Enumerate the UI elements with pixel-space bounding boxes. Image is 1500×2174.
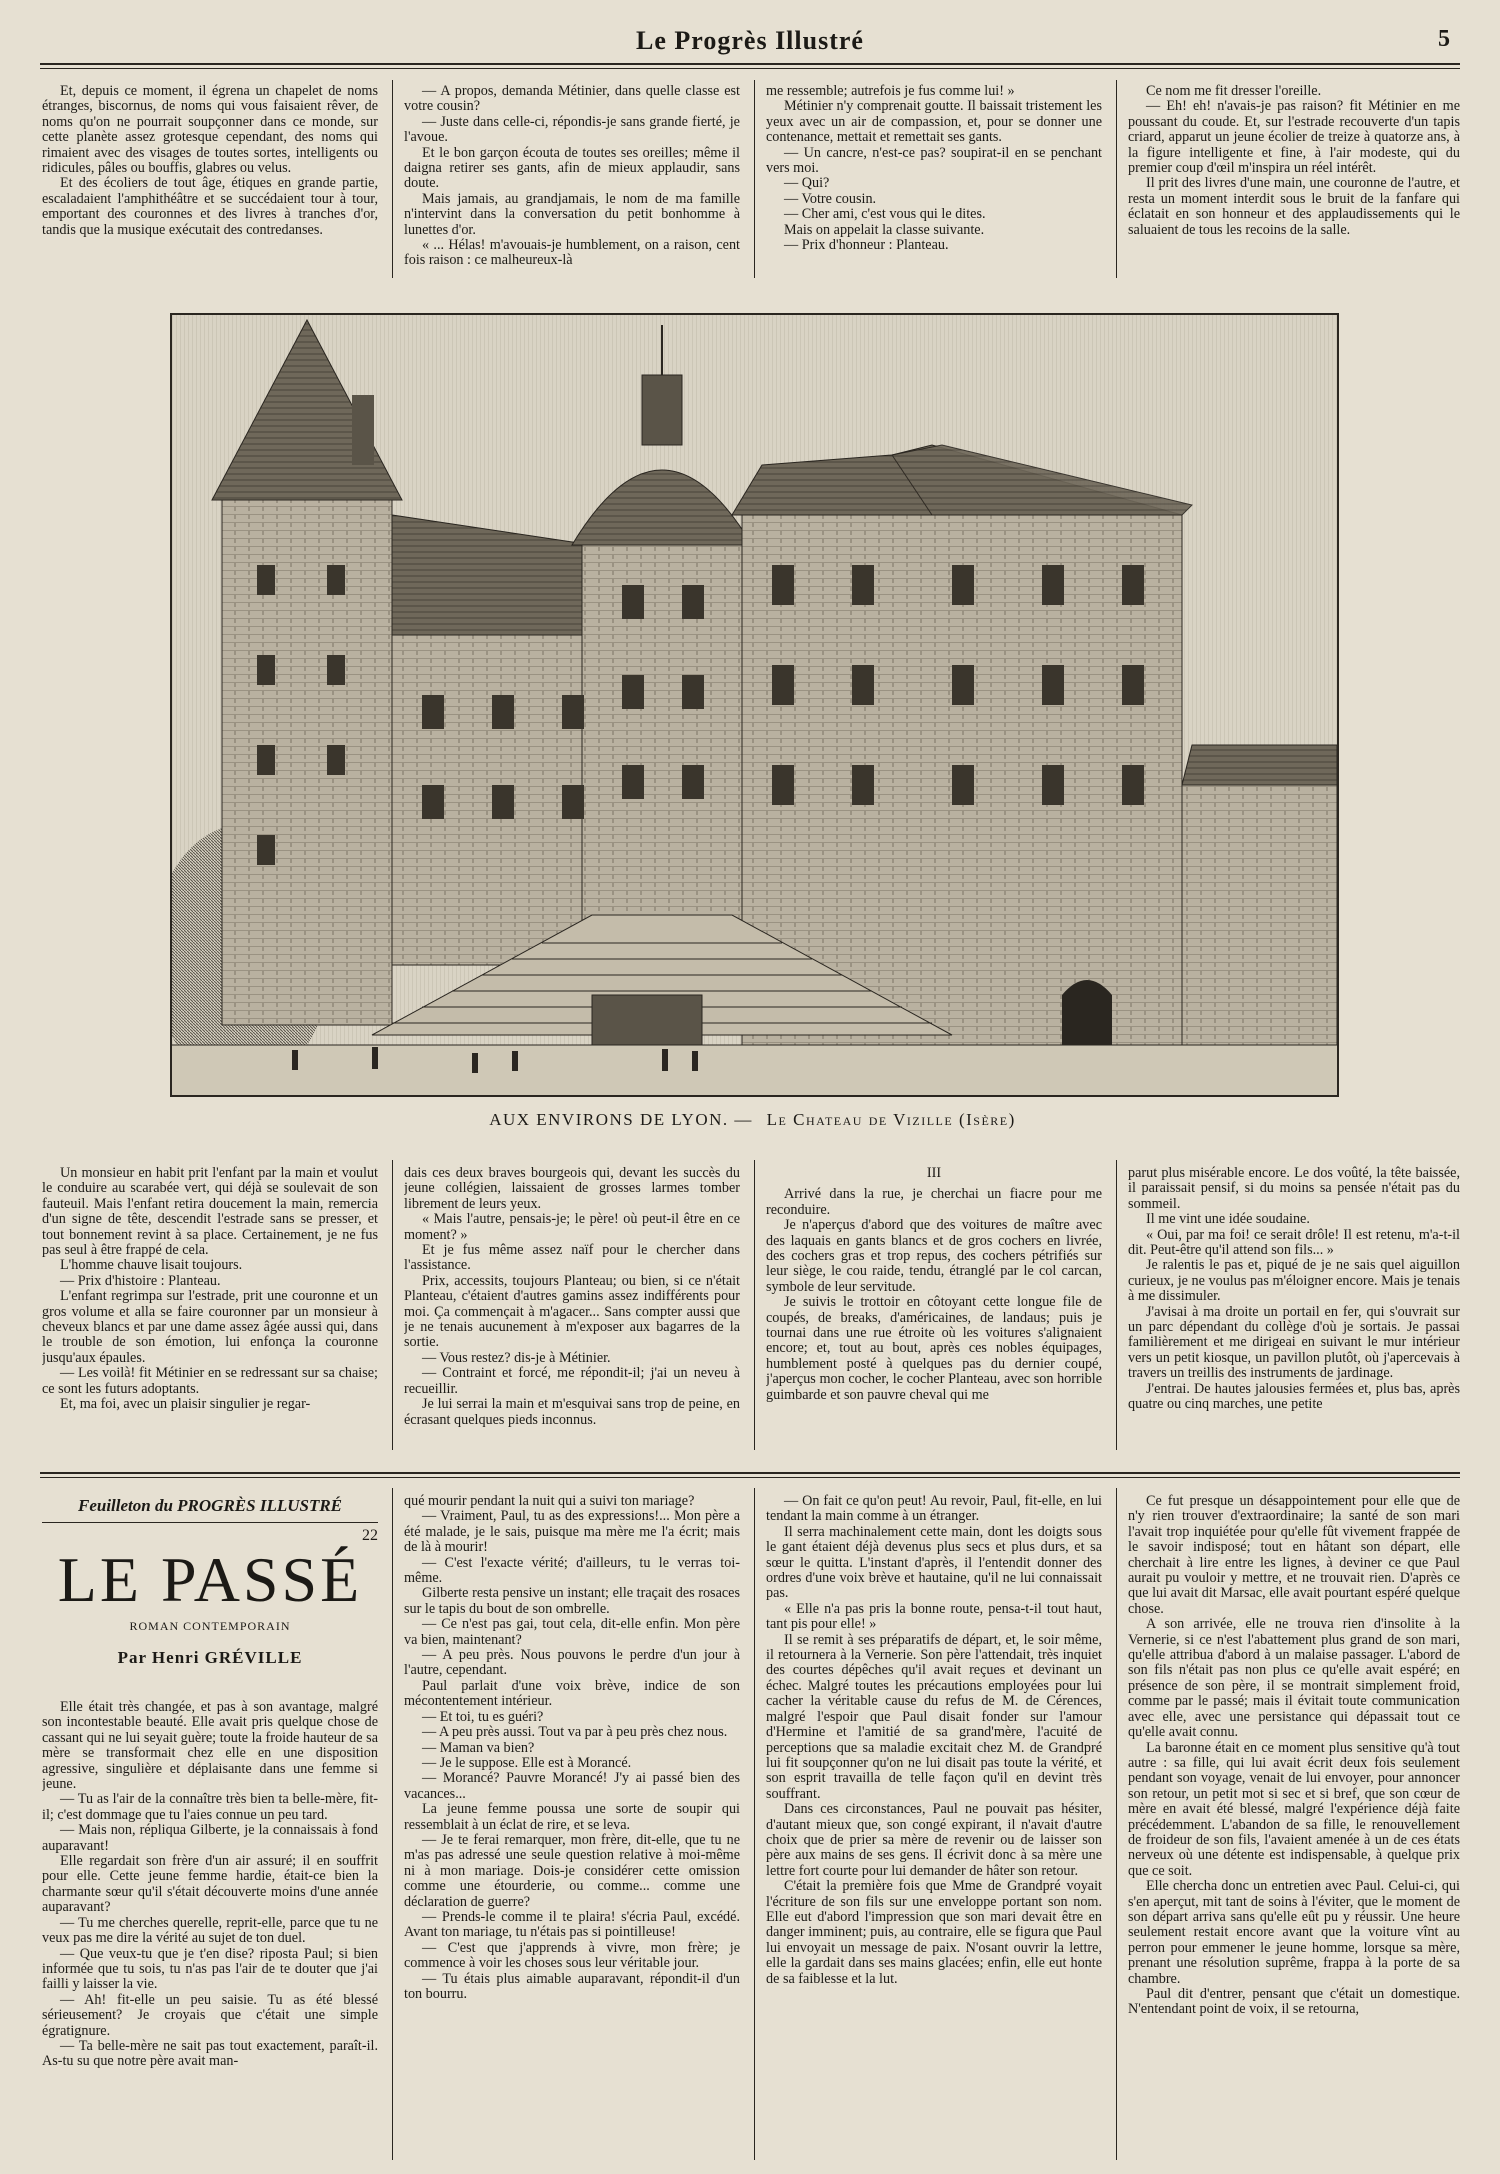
paragraph: — On fait ce qu'on peut! Au revoir, Paul, fit-elle, en lui tendant la main comme à un étranger. <box>766 1494 1102 1525</box>
paragraph: C'était la première fois que Mme de Grandpré voyait l'écriture de son fils sur une enveloppe portant son nom. Elle eut d'abord l'impression que son mari devait être en danger imminent; puis, au contraire, elle se figura que Paul lui envoyait un message de paix. N'osant ouvrir la lettre, elle la gardait dans ses mains glacées; enfin, elle eut honte de sa faiblesse et la lut. <box>766 1878 1102 1987</box>
top-column-4 <box>1128 84 1460 280</box>
paragraph: qué mourir pendant la nuit qui a suivi ton mariage? <box>404 1494 695 1509</box>
paragraph: — Maman va bien? <box>422 1739 535 1756</box>
paragraph: — Qui? <box>784 175 830 192</box>
caption-main: AUX ENVIRONS DE LYON. — <box>489 1110 753 1129</box>
paragraph: — Cher ami, c'est vous qui le dites. <box>784 206 986 223</box>
paragraph: — Je le suppose. Elle est à Morancé. <box>422 1754 632 1771</box>
paragraph: — Ah! fit-elle un peu saisie. Tu as été blessé sérieusement? Je croyais que c'était une simple égratignure. <box>42 1991 378 2039</box>
paragraph: Il se remit à ses préparatifs de départ, et, le soir même, il retournera à la Vernerie. Son père l'attendait, très inquiet des courtes dépêches qu'il avait reçues et devinant un échec. Malgré toutes les précautions employées pour lui cacher la véritable cause du refus de M. de Cérences, malgré l'espoir que Paul disait fonder sur l'amour d'Hermine et l'amitié de sa grand'mère, l'acuité de perceptions que sa maladie excitait chez M. de Grandpré lui fit soupçonner qu'on ne lui disait pas toute la vérité, et son esprit travailla de telle façon qu'il en devint très souffrant. <box>766 1631 1102 1802</box>
paragraph: parut plus misérable encore. Le dos voûté, la tête baissée, il paraissait pensif, si du moins sa pensée n'était pas du sommeil. <box>1128 1166 1460 1212</box>
paragraph: Je n'aperçus d'abord que des voitures de maître avec des laquais en gants blancs et de gros cochers en livrée, des cochers gras et trop repus, des cochers pétrifiés sur leur siège, le cou raide, tendu, étranglé par le col carcan, symbole de leur servitude. <box>766 1217 1102 1295</box>
paragraph: — Eh! eh! n'avais-je pas raison? fit Métinier en me poussant du coude. Et, sur l'estrade recouverte d'un tapis criard, apparut un jeune écolier de treize à quatorze ans, à la figure intelligente et fine, à l'air modeste, qui du premier coup d'œil m'inspira un réel intérêt. <box>1128 98 1460 177</box>
paragraph: dais ces deux braves bourgeois qui, devant les succès du jeune collégien, laissaient de grosses larmes tomber librement de leurs yeux. <box>404 1166 740 1212</box>
column-divider <box>754 80 755 278</box>
paragraph: — Un cancre, n'est-ce pas? soupirat-il en se penchant vers moi. <box>766 144 1102 177</box>
paragraph: Je suivis le trottoir en côtoyant cette longue file de coupés, de breaks, d'américaines, de landaus; puis je tournai dans une rue étroite où les voitures s'alignaient encore; et, tout au bout, après ces nobles équipages, humblement posté à quelques pas du dernier coupé, j'aperçus mon cocher, le cocher Planteau, avec son horrible guimbarde et son pauvre cheval qui me <box>766 1294 1102 1403</box>
paragraph: Je lui serrai la main et m'esquivai sans trop de peine, en écrasant quelques pieds inconnus. <box>404 1396 740 1428</box>
paragraph: Mais jamais, au grandjamais, le nom de ma famille n'intervint dans la conversation du petit bonhomme à lunettes d'or. <box>404 190 740 238</box>
column-divider <box>1116 80 1117 278</box>
paragraph: Arrivé dans la rue, je cherchai un fiacre pour me reconduire. <box>766 1186 1102 1218</box>
paragraph: Et des écoliers de tout âge, étiques en grande partie, escaladaient l'amphithéâtre et se succédaient tour à tour, emportant des couronnes et des livres à tranches d'or, tandis que la musique exécutait des contredanses. <box>42 175 378 238</box>
caption-sub: Le Chateau de Vizille (Isère) <box>766 1110 1016 1129</box>
middle-column-3 <box>766 1166 1102 1454</box>
masthead <box>40 22 1460 62</box>
paragraph: « Oui, par ma foi! ce serait drôle! Il est retenu, m'a-t-il dit. Peut-être qu'il attend son fils... » <box>1128 1226 1460 1259</box>
top-column-2 <box>404 84 740 280</box>
feuilleton-column-3 <box>766 1494 1102 2158</box>
paragraph: — Ta belle-mère ne sait pas tout exactement, paraît-il. As-tu su que notre père avait man- <box>42 2037 378 2070</box>
paragraph: — C'est l'exacte vérité; d'ailleurs, tu le verras toi-même. <box>404 1554 740 1587</box>
paragraph: — Mais non, répliqua Gilberte, je la connaissais à fond auparavant! <box>42 1822 378 1854</box>
paragraph: Et, depuis ce moment, il égrena un chapelet de noms étranges, biscornus, de noms qui vous faisaient rêver, de noms qu'on ne pourrait soupçonner dans ce monde, sur cette planète assez grotesque cependant, des noms qui rimaient avec des visages de toutes sortes, intelligents ou ridicules, pâles ou bouffis, glabres ou velus. <box>42 84 378 177</box>
middle-column-4 <box>1128 1166 1460 1454</box>
paragraph: — A propos, demanda Métinier, dans quelle classe est votre cousin? <box>404 84 740 115</box>
section-heading: III <box>926 1166 942 1181</box>
column-divider <box>392 80 393 278</box>
newspaper-title: Le Progrès Illustré <box>636 26 864 55</box>
paragraph: — C'est que j'apprends à vivre, mon frère; je commence à voir les choses sous leur véritable jour. <box>404 1939 740 1972</box>
paragraph: Et le bon garçon écouta de toutes ses oreilles; même il daigna retirer ses gants, afin de mieux applaudir, sans doute. <box>404 144 740 192</box>
masthead-rule-thin <box>40 68 1460 69</box>
paragraph: Et je fus même assez naïf pour le chercher dans l'assistance. <box>404 1242 740 1274</box>
paragraph: — Morancé? Pauvre Morancé! J'y ai passé bien des vacances... <box>404 1770 740 1802</box>
paragraph: — Vraiment, Paul, tu as des expressions!... Mon père a été malade, je le sais, puisque ma mère me l'a écrit; mais de là à mourir! <box>404 1508 740 1556</box>
paragraph: — Vous restez? dis-je à Métinier. <box>422 1349 611 1366</box>
paragraph: Je ralentis le pas et, piqué de je ne sais quel aiguillon curieux, je ne voulus pas m'éloigner encore. Mais je tenais à me dissimuler. <box>1128 1257 1460 1305</box>
paragraph: — Ce n'est pas gai, tout cela, dit-elle enfin. Mon père va bien, maintenant? <box>404 1616 740 1648</box>
paragraph: Il prit des livres d'une main, une couronne de l'autre, et resta un moment interdit sous le bruit de la fanfare qui éclatait en son honneur et des applaudissements qui le saluaient de tous les recoins de la salle. <box>1128 175 1460 238</box>
paragraph: Et, ma foi, avec un plaisir singulier je regar- <box>60 1396 311 1413</box>
top-column-1 <box>42 84 378 280</box>
figure-caption <box>170 1110 1335 1130</box>
column-divider <box>1116 1160 1117 1450</box>
paragraph: A son arrivée, elle ne trouva rien d'insolite à la Vernerie, si ce n'est l'abattement plus grand de son mari, qu'elle attribua d'abord à un malaise passager. L'abord de son fils n'était pas non plus ce qu'elle avait espéré; en présence de son père, il se montrait simplement froid, comme par le passé; mais il évitait toute communication avec elle, avec une persistance qui dépassait tout ce qu'elle avait connu. <box>1128 1616 1460 1741</box>
installment-number: 22 <box>362 1527 378 1544</box>
column-divider <box>754 1160 755 1450</box>
paragraph: « Mais l'autre, pensais-je; le père! où peut-il être en ce moment? » <box>404 1211 740 1243</box>
paragraph: J'avisai à ma droite un portail en fer, qui s'ouvrait sur un parc dépendant du collège d'où je sortais. Je passai familièrement et me dirigeai en suivant le mur intérieur vers un petit kiosque, un pavillon plutôt, où j'apercevais à travers un treillis des instruments de jardinage. <box>1128 1303 1460 1382</box>
paragraph: Métinier n'y comprenait goutte. Il baissait tristement les yeux avec un air de compassion, et, pour se donner une contenance, mettait et remettait ses gants. <box>766 98 1102 146</box>
feuilleton-column-4 <box>1128 1494 1460 2158</box>
paragraph: me ressemble; autrefois je fus comme lui! » <box>766 84 1015 99</box>
paragraph: L'enfant regrimpa sur l'estrade, prit une couronne et un gros volume et alla se faire couronner par un monsieur à cheveux blancs et par une dame assez âgée aussi qui, dans le trouble de son émotion, lui enfonça la couronne jusqu'aux épaules. <box>42 1288 378 1366</box>
paragraph: Il serra machinalement cette main, dont les doigts sous le gant étaient déjà devenus plus secs et plus durs, et sa sœur le quitta. L'instant d'après, il l'entendit donner des ordres d'une voix brève et hautaine, qu'il ne lui connaissait pas. <box>766 1523 1102 1602</box>
column-divider <box>754 1488 755 2160</box>
column-divider <box>392 1488 393 2160</box>
middle-column-1 <box>42 1166 378 1454</box>
paragraph: — Tu me cherches querelle, reprit-elle, parce que tu ne veux pas me dire la vérité au sujet de ton duel. <box>42 1914 378 1947</box>
paragraph: Elle chercha donc un entretien avec Paul. Celui-ci, qui s'en aperçut, mit tant de soins à l'éviter, que le moment de son départ arriva sans qu'elle eût pu y réussir. Une heure seulement restait encore avant que la voiture vînt au perron pour emmener le jeune homme, lorsque sa mère, prenant une résolution suprême, frappa à la porte de sa chambre. <box>1128 1878 1460 1987</box>
paragraph: — Je te ferai remarquer, mon frère, dit-elle, que tu ne m'as pas adressé une seule question relative à moi-même ni à mon mariage. Dois-je considérer cette omission comme une étourderie, ou comme... comme une déclaration de guerre? <box>404 1831 740 1910</box>
paragraph: Ce fut presque un désappointement pour elle que de n'y rien trouver d'extraordinaire; la santé de son mari l'avait trop inquiétée pour qu'elle fût vivement frappée de le savoir indisposé; tout en hâtant son départ, elle cherchait à lire entre les lignes, à deviner ce que Paul aurait pu vouloir y mettre, et ne trouvait rien. D'après ce que lui avait dit Marsac, elle avait pourtant espéré quelque chose. <box>1128 1494 1460 1617</box>
paragraph: — Que veux-tu que je t'en dise? riposta Paul; si bien informée que tu sois, tu n'as pas l'air de te douter que j'ai failli y laisser la vie. <box>42 1945 378 1993</box>
paragraph: Il me vint une idée soudaine. <box>1146 1211 1310 1228</box>
column-divider <box>1116 1488 1117 2160</box>
feuilleton-header <box>42 1496 378 1668</box>
paragraph: — Prix d'honneur : Planteau. <box>784 237 949 254</box>
paragraph: Elle était très changée, et pas à son avantage, malgré son incontestable beauté. Elle avait pris quelque chose de cassant qui ne lui seyait guère; toute la froide hauteur de sa mère se transformait chez elle en une disposition agressive, singulière et déplaisante dans une femme si jeune. <box>42 1700 378 1793</box>
paragraph: L'homme chauve lisait toujours. <box>60 1257 243 1274</box>
paragraph: Dans ces circonstances, Paul ne pouvait pas hésiter, d'autant mieux que, son congé expirant, il n'avait d'autre choix que de prier sa mère de revenir ou de laisser son père aux mains de ses gens. Il écrivit donc à sa mère une lettre fort courte pour lui demander de hâter son retour. <box>766 1801 1102 1879</box>
paragraph: La baronne était en ce moment plus sensitive qu'à tout autre : sa fille, qui lui avait écrit deux fois seulement pendant son voyage, venait de lui envoyer, pour annoncer son retour, un petit mot si sec et si bref, que son cœur de mère en avait été blessé, malgré l'expérience déjà faite précédemment. L'abandon de sa fille, le renouvellement de froideur de son fils, l'avaient amenée à un de ces états nerveux où une détente est indispensable, à quelque prix que ce soit. <box>1128 1739 1460 1879</box>
paragraph: — Votre cousin. <box>784 190 877 207</box>
middle-column-2 <box>404 1166 740 1454</box>
paragraph: — Tu étais plus aimable auparavant, répondit-il d'un ton bourru. <box>404 1970 740 2002</box>
feuilleton-column-2 <box>404 1494 740 2158</box>
feuilleton-label: Feuilleton du PROGRÈS ILLUSTRÉ <box>42 1496 378 1523</box>
novel-subtitle: ROMAN CONTEMPORAIN <box>129 1619 291 1633</box>
paragraph: La jeune femme poussa une sorte de soupir qui ressemblait à un éclat de rire, et se leva. <box>404 1801 740 1833</box>
paragraph: J'entrai. De hautes jalousies fermées et, plus bas, après quatre ou cinq marches, une petite <box>1128 1380 1460 1413</box>
paragraph: Mais on appelait la classe suivante. <box>784 221 985 238</box>
feuilleton-column-1 <box>42 1700 378 2158</box>
chateau-illustration <box>172 315 1337 1095</box>
top-column-3 <box>766 84 1102 280</box>
paragraph: — Prix d'histoire : Planteau. <box>60 1272 221 1289</box>
chateau-engraving <box>170 313 1339 1097</box>
paragraph: Elle regardait son frère d'un air assuré; il en souffrit pour elle. Cette jeune femme hardie, était-ce bien la charmante sœur qu'il s'était découverte moins d'une année auparavant? <box>42 1853 378 1916</box>
paragraph: Un monsieur en habit prit l'enfant par la main et voulut le conduire au scarabée vert, qui déjà se soulevait de son fauteuil. Mais l'enfant retira doucement la main, remercia d'un signe de tête, descendit l'estrade sans se presser, et tout bonnement revint à sa place. Certainement, je ne fus pas seul à être frappé de cela. <box>42 1166 378 1259</box>
paragraph: — Prends-le comme il te plaira! s'écria Paul, excédé. Avant ton mariage, tu n'étais pas si pointilleuse! <box>404 1908 740 1941</box>
paragraph: Paul dit d'entrer, pensant que c'était un domestique. N'entendant point de voix, il se retourna, <box>1128 1986 1460 2018</box>
masthead-rule <box>40 63 1460 65</box>
paragraph: — Contraint et forcé, me répondit-il; j'ai un neveu à recueillir. <box>404 1365 740 1397</box>
paragraph: — Les voilà! fit Métinier en se redressant sur sa chaise; ce sont les futurs adoptants. <box>42 1365 378 1397</box>
paragraph: — Tu as l'air de la connaître très bien ta belle-mère, fit-il; c'est dommage que tu l'aies connue un peu tard. <box>42 1791 378 1823</box>
paragraph: Ce nom me fit dresser l'oreille. <box>1146 84 1322 99</box>
paragraph: Gilberte resta pensive un instant; elle traçait des rosaces sur le tapis du bout de son ombrelle. <box>404 1585 740 1617</box>
feuilleton-rule <box>40 1472 1460 1474</box>
paragraph: Paul parlait d'une voix brève, indice de son mécontentement intérieur. <box>404 1677 740 1710</box>
paragraph: « Elle n'a pas pris la bonne route, pensa-t-il tout haut, tant pis pour elle! » <box>766 1600 1102 1633</box>
paragraph: — Juste dans celle-ci, répondis-je sans grande fierté, je l'avoue. <box>404 113 740 146</box>
paragraph: « ... Hélas! m'avouais-je humblement, on a raison, cent fois raison : ce malheureux-là <box>404 237 740 269</box>
paragraph: — A peu près aussi. Tout va par à peu près chez nous. <box>422 1724 728 1741</box>
column-divider <box>392 1160 393 1450</box>
novel-author: Par Henri GRÉVILLE <box>117 1648 303 1667</box>
paragraph: — A peu près. Nous pouvons le perdre d'un jour à l'autre, cependant. <box>404 1647 740 1679</box>
feuilleton-rule-thin <box>40 1477 1460 1478</box>
paragraph: Prix, accessits, toujours Planteau; ou bien, si ce n'était Planteau, c'étaient d'autres gamins assez indifférents pour moi. Ça commençait à m'agacer... Sans compter aussi que je ne tenais aucunement à m'exposer aux bagarres de la sortie. <box>404 1272 740 1351</box>
paragraph: — Et toi, tu es guéri? <box>422 1708 544 1725</box>
page-number: 5 <box>1438 26 1450 52</box>
novel-title: LE PASSÉ <box>57 1544 363 1615</box>
